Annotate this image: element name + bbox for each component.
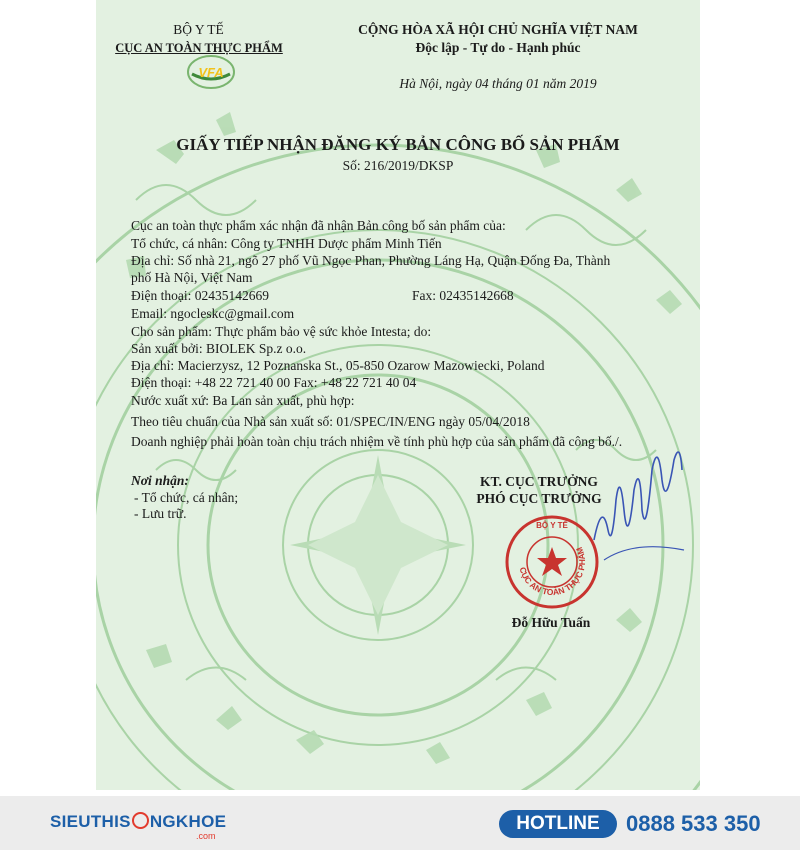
document-number: Số: 216/2019/DKSP — [342, 158, 454, 173]
issue-date: Hà Nội, ngày 04 tháng 01 năm 2019 — [399, 76, 597, 91]
brand-left-text: SIEUTHIS — [50, 812, 131, 831]
hotline-number[interactable]: 0888 533 350 — [626, 811, 761, 836]
vfa-logo — [186, 52, 236, 90]
body-line-address-1: Địa chỉ: Số nhà 21, ngõ 27 phố Vũ Ngọc Phan, Phường Láng Hạ, Quận Đống Đa, Thành — [131, 253, 611, 268]
body-line-responsibility: Doanh nghiệp phải hoàn toàn chịu trách nhiệm về tính phù hợp của sản phẩm đã công bố./. — [131, 434, 623, 449]
brand-domain: .com — [196, 831, 216, 841]
svg-text:VFA: VFA — [198, 65, 224, 80]
body-line-origin: Nước xuất xứ: Ba Lan sản xuất, phù hợp: — [131, 393, 355, 408]
body-line-standard: Theo tiêu chuẩn của Nhà sản xuất số: 01/SPEC/IN/ENG ngày 05/04/2018 — [131, 414, 530, 429]
body-line-fax: Fax: 02435142668 — [412, 288, 514, 303]
footer-banner — [0, 796, 800, 850]
brand-logo[interactable] — [50, 812, 226, 832]
body-line-manufacturer-phone: Điện thoại: +48 22 721 40 00 Fax: +48 22 721 40 04 — [131, 375, 417, 390]
svg-text:CỤC AN TOÀN THỰC PHẨM: CỤC AN TOÀN THỰC PHẨM — [517, 545, 588, 598]
handwritten-signature — [584, 450, 696, 580]
body-line-manufacturer: Sản xuất bởi: BIOLEK Sp.z o.o. — [131, 341, 307, 356]
body-line-phone: Điện thoại: 02435142669 — [131, 288, 269, 303]
heart-o-icon — [132, 812, 149, 829]
recipient-item: - Lưu trữ. — [134, 506, 187, 521]
signer-title-2: PHÓ CỤC TRƯỞNG — [476, 491, 602, 506]
body-line-email: Email: ngocleskc@gmail.com — [131, 306, 295, 321]
recipient-item: - Tổ chức, cá nhân; — [134, 490, 239, 505]
agency-name: CỤC AN TOÀN THỰC PHẨM — [115, 41, 283, 55]
body-line-organization: Tổ chức, cá nhân: Công ty TNHH Dược phẩm Minh Tiến — [131, 236, 442, 251]
ministry-name: BỘ Y TẾ — [173, 22, 224, 37]
svg-text:BỘ Y TẾ: BỘ Y TẾ — [536, 521, 568, 530]
body-line-product: Cho sản phẩm: Thực phẩm bảo vệ sức khỏe Intesta; do: — [131, 324, 432, 339]
document-title: GIẤY TIẾP NHẬN ĐĂNG KÝ BẢN CÔNG BỐ SẢN PHẨM — [176, 135, 620, 154]
national-motto: Độc lập - Tự do - Hạnh phúc — [415, 40, 581, 55]
signer-title-1: KT. CỤC TRƯỞNG — [480, 474, 598, 489]
country-name: CỘNG HÒA XÃ HỘI CHỦ NGHĨA VIỆT NAM — [358, 22, 638, 37]
certificate-document — [96, 0, 700, 790]
hotline-badge[interactable]: HOTLINE — [499, 810, 617, 838]
brand-right-text: NGKHOE — [149, 812, 227, 831]
body-line-manufacturer-address: Địa chỉ: Macierzysz, 12 Poznanska St., 05-850 Ozarow Mazowiecki, Poland — [131, 358, 545, 373]
body-line-address-2: phố Hà Nội, Việt Nam — [131, 270, 253, 285]
body-line-intro: Cục an toàn thực phẩm xác nhận đã nhận Bản công bố sản phẩm của: — [131, 218, 506, 233]
signer-name: Đỗ Hữu Tuấn — [511, 615, 591, 630]
recipients-heading: Nơi nhận: — [131, 473, 189, 488]
